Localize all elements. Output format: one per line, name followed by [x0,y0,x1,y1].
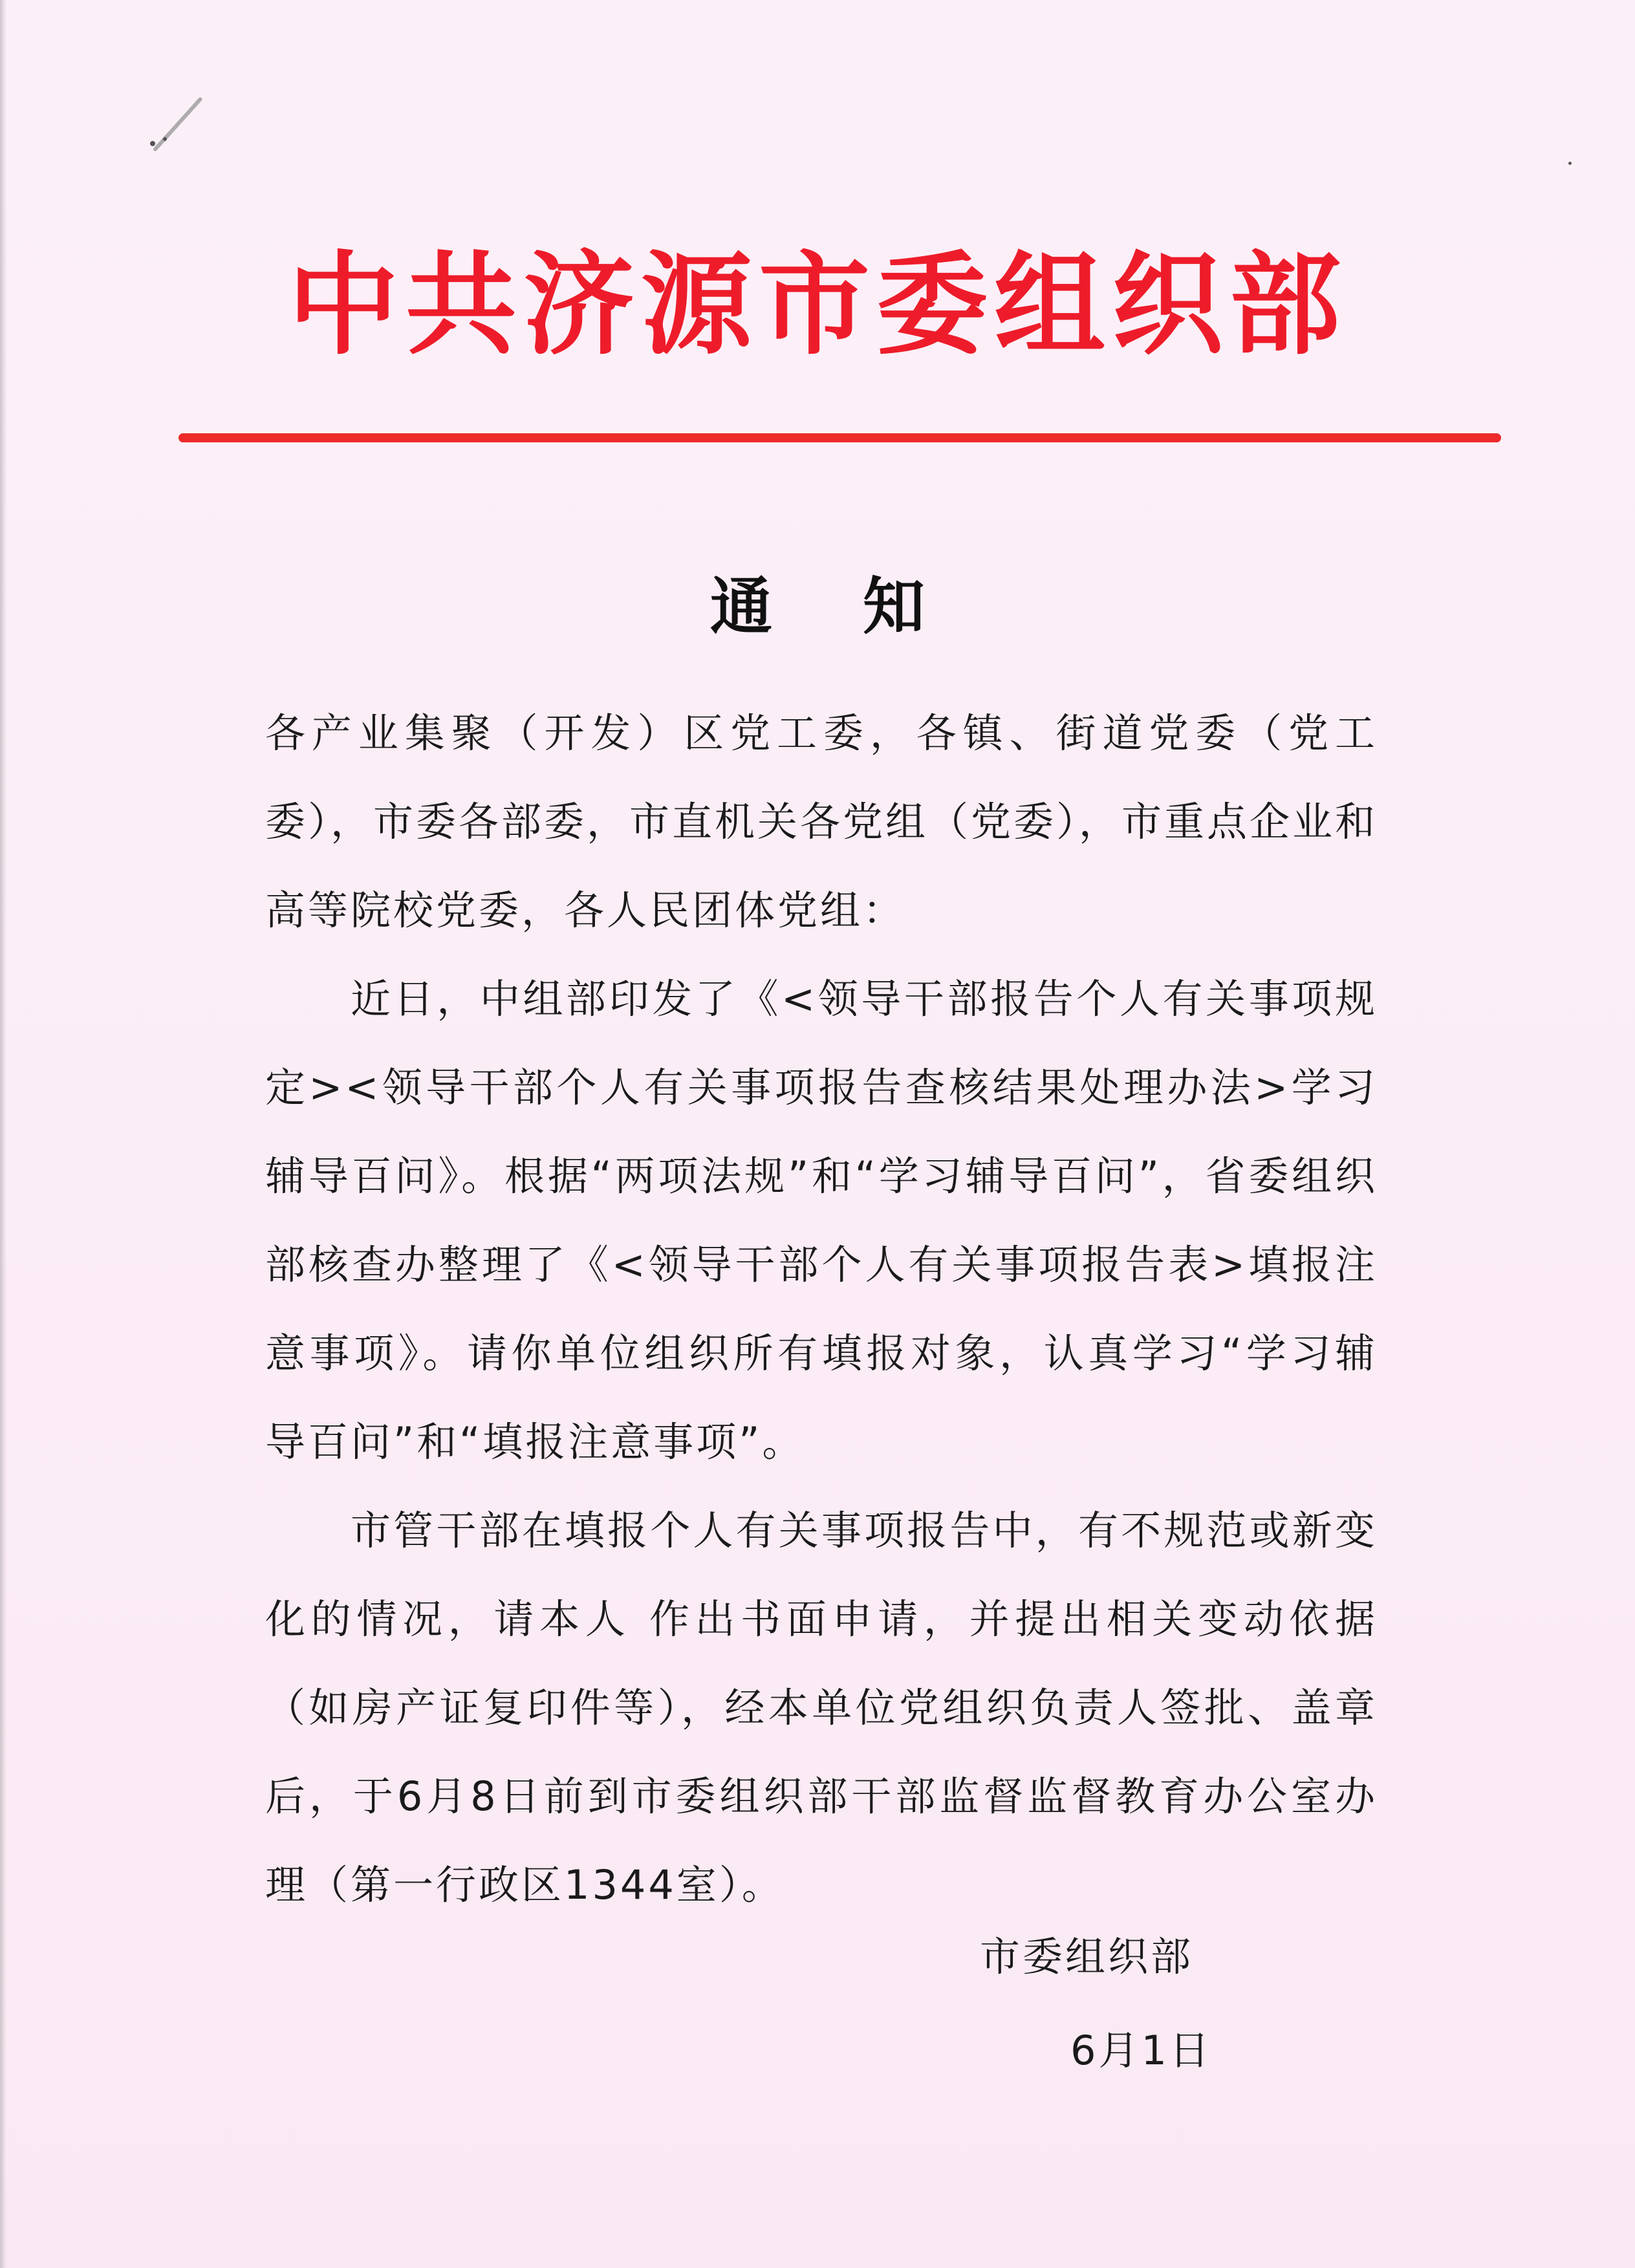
notice-title [0,570,1635,643]
notice-title-char-1: 通 [710,570,772,643]
scan-speck [150,141,155,146]
body-paragraph-1: 近日，中组部印发了《<领导干部报告个人有关事项规定><领导干部个人有关事项报告查核结果处理办法>学习辅导百问》。根据“两项法规”和“学习辅导百问”，省委组织部核查办整理了《<领导干部个人有关事项报告表>填报注意事项》。请你单位组织所有填报对象，认真学习“学习辅导百问”和“填报注意事项”。 [265,975,1378,1465]
notice-title-char-2: 知 [863,570,925,643]
signature-organization: 市委组织部 [980,1933,1194,1980]
body-paragraph-2: 市管干部在填报个人有关事项报告中，有不规范或新变化的情况，请本人 作出书面申请，并提出相关变动依据（如房产证复印件等），经本单位党组织负责人签批、盖章后，于6月8日前到市委组织部干部监督监督教育办公室办理（第一行政区1344室）。 [265,1507,1378,1908]
scan-speck [163,137,167,141]
masthead-organization: 中共济源市委组织部 [288,239,1347,370]
signature-date: 6月1日 [1070,2027,1212,2074]
scan-speck [1568,162,1572,165]
recipients-line: 各产业集聚（开发）区党工委，各镇、街道党委（党工委），市委各部委，市直机关各党组（党委），市重点企业和高等院校党委，各人民团体党组： [265,709,1378,934]
masthead-red-rule [179,433,1501,442]
staple-mark [153,96,203,152]
notice-body [265,689,1378,1929]
